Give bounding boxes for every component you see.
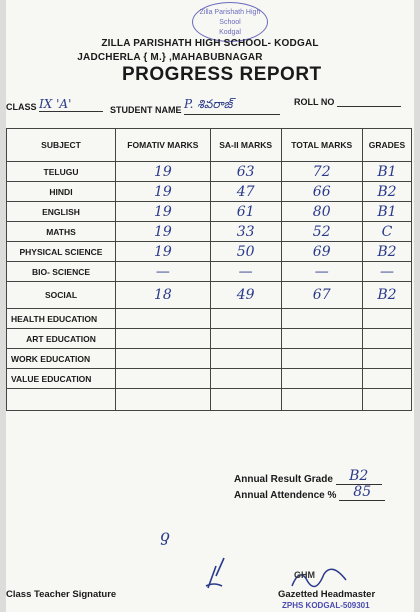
col-subject: SUBJECT [7, 129, 116, 162]
roll-no-value [337, 106, 401, 107]
ghm-label: GHM [294, 570, 315, 580]
report-title: PROGRESS REPORT [122, 64, 322, 85]
teacher-signature-scribble [202, 556, 232, 592]
zphs-stamp: ZPHS KODGAL-509301 [282, 601, 370, 610]
school-name: ZILLA PARISHATH HIGH SCHOOL- KODGAL [101, 38, 319, 49]
table-row: MATHS 19 33 52 C [7, 222, 412, 242]
table-row: VALUE EDUCATION [7, 369, 412, 389]
table-row: HINDI 19 47 66 B2 [7, 182, 412, 202]
table-row: HEALTH EDUCATION [7, 309, 412, 329]
annual-result-grade-value: B2 [336, 468, 382, 485]
class-teacher-signature-label: Class Teacher Signature [6, 589, 117, 600]
school-address: JADCHERLA { M.} ,MAHABUBNAGAR [77, 52, 263, 63]
table-row: BIO- SCIENCE — — — — [7, 262, 412, 282]
annual-result-grade: Annual Result Grade B2 [234, 468, 382, 485]
annual-attendance-value: 85 [339, 484, 385, 501]
marks-table [6, 128, 412, 411]
table-row: SOCIAL 18 49 67 B2 [7, 282, 412, 309]
class-value: IX 'A' [39, 97, 103, 112]
progress-report-sheet [6, 0, 414, 612]
table-row: TELUGU 19 63 72 B1 [7, 162, 412, 182]
col-sa: SA-II MARKS [210, 129, 281, 162]
col-total: TOTAL MARKS [281, 129, 362, 162]
table-row: WORK EDUCATION [7, 349, 412, 369]
student-name-value: P. శివరాజ్ [184, 97, 280, 115]
circled-grade: C [362, 222, 411, 242]
col-formative: FOMATIV MARKS [116, 129, 211, 162]
school-seal-stamp: Zilla Parishath High School Kodgal [192, 2, 268, 42]
col-grades: GRADES [362, 129, 411, 162]
class-field: CLASS IX 'A' [6, 97, 103, 112]
small-handwritten-mark: ƍ [160, 526, 170, 545]
table-row [7, 389, 412, 411]
student-name-field: STUDENT NAME P. శివరాజ్ [110, 97, 280, 115]
gazetted-headmaster-label: Gazetted Headmaster [278, 589, 376, 600]
table-row: ART EDUCATION [7, 329, 412, 349]
roll-no-field: ROLL NO [294, 97, 401, 107]
table-row: PHYSICAL SCIENCE 19 50 69 B2 [7, 242, 412, 262]
annual-attendance: Annual Attendence % 85 [234, 484, 385, 501]
table-row: ENGLISH 19 61 80 B1 [7, 202, 412, 222]
